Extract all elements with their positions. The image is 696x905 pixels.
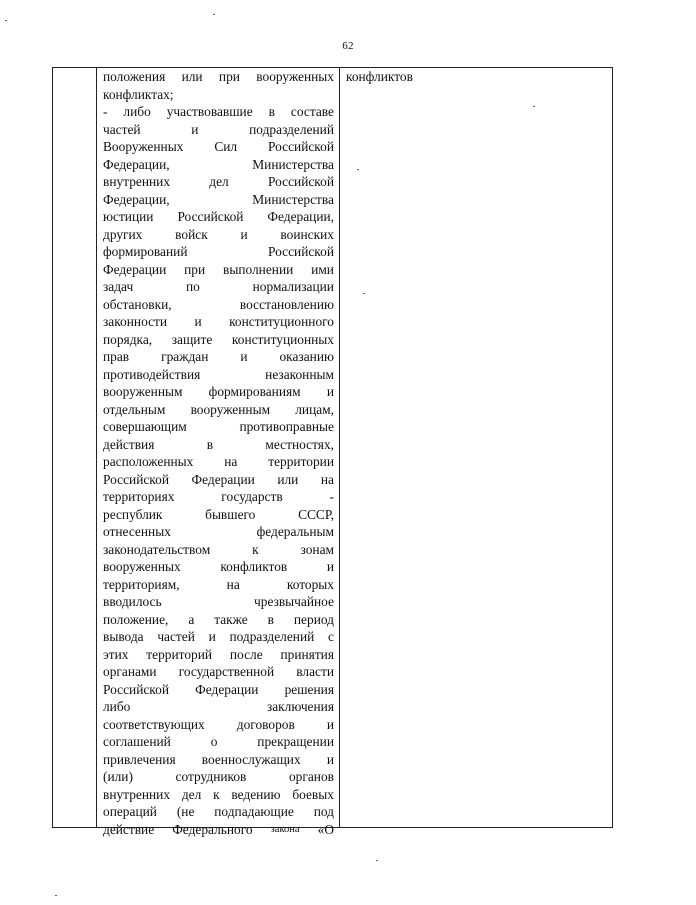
- description-word: вооруженных: [256, 69, 334, 84]
- description-word: восстановлению: [239, 296, 334, 312]
- description-line: [103, 558, 334, 576]
- description-word: вывода: [103, 629, 144, 644]
- description-line: [103, 436, 334, 454]
- description-line: [103, 156, 334, 174]
- description-word: и: [326, 751, 334, 767]
- description-word: нормализации: [252, 279, 334, 294]
- description-word: на: [226, 576, 240, 592]
- description-word: СССР,: [298, 506, 334, 522]
- description-line: [103, 786, 334, 804]
- description-word: дел: [181, 786, 202, 802]
- description-line: [103, 348, 334, 366]
- description-word: отнесенных: [103, 524, 171, 539]
- description-word: Российской: [177, 209, 244, 224]
- description-word: Федерации: [195, 681, 259, 697]
- description-line: [103, 173, 334, 191]
- scan-speck: [357, 169, 359, 170]
- description-line: [103, 821, 334, 839]
- description-word: подразделений: [229, 629, 315, 644]
- description-word: на: [320, 471, 334, 487]
- description-word: оказанию: [279, 349, 334, 364]
- description-line: [103, 86, 334, 104]
- description-word: внутренних: [103, 786, 171, 802]
- description-word: заключения: [266, 699, 334, 714]
- description-word: и: [326, 559, 334, 574]
- description-word: прекращении: [257, 734, 334, 749]
- scan-speck: [213, 14, 215, 15]
- description-word: или: [277, 471, 299, 487]
- description-line: [103, 611, 334, 629]
- description-line: [103, 768, 334, 786]
- description-line: [103, 296, 334, 314]
- description-word: территориях: [103, 489, 175, 504]
- description-word: соглашений: [103, 734, 171, 749]
- description-line: [103, 523, 334, 541]
- description-word: отдельным: [103, 401, 166, 417]
- page-number: 62: [342, 40, 354, 52]
- description-word: военнослужащих: [201, 751, 301, 767]
- description-line: [103, 471, 334, 489]
- description-word: противоправные: [239, 419, 334, 434]
- description-word: договоров: [236, 716, 295, 732]
- description-word: этих: [103, 646, 129, 662]
- description-word: Федерации,: [267, 209, 334, 224]
- description-word: федеральным: [256, 524, 334, 539]
- description-word: закона: [270, 823, 300, 835]
- row-number-cell: [53, 68, 97, 827]
- description-word: составе: [290, 104, 334, 119]
- scan-speck: [376, 860, 378, 861]
- description-line: [103, 121, 334, 139]
- description-word: по: [185, 279, 200, 294]
- description-word: -: [103, 104, 108, 119]
- description-word: также: [214, 611, 248, 627]
- description-word: в: [206, 436, 214, 452]
- description-line: [103, 453, 334, 471]
- description-line: [103, 681, 334, 699]
- description-word: действие: [103, 821, 155, 837]
- description-line: [103, 208, 334, 226]
- description-word: операций: [103, 804, 157, 819]
- description-word: Федерации,: [103, 156, 170, 172]
- description-line: [103, 698, 334, 716]
- description-line: [103, 751, 334, 769]
- description-word: с: [328, 629, 334, 644]
- description-word: органов: [288, 769, 334, 784]
- description-line: [103, 593, 334, 611]
- description-word: зонам: [300, 541, 334, 557]
- note-text: конфликтов: [346, 69, 413, 84]
- description-word: (или): [103, 769, 133, 784]
- description-line: [103, 628, 334, 646]
- description-word: при: [184, 261, 206, 277]
- description-word: -: [329, 489, 334, 504]
- description-word: действия: [103, 436, 155, 452]
- description-line: [103, 488, 334, 506]
- description-word: войск: [175, 226, 208, 242]
- description-word: воинских: [280, 226, 334, 242]
- description-word: дел: [209, 174, 229, 189]
- description-word: и: [240, 226, 248, 242]
- description-word: боевых: [292, 786, 334, 802]
- description-word: «О: [317, 821, 334, 837]
- description-line: [103, 138, 334, 156]
- description-line: [103, 103, 334, 121]
- description-word: либо: [123, 104, 151, 119]
- description-word: и: [326, 716, 334, 732]
- description-word: государственной: [178, 664, 275, 679]
- scan-speck: [533, 106, 535, 107]
- description-word: порядка,: [103, 331, 153, 347]
- description-word: решения: [284, 681, 334, 697]
- description-word: и: [208, 629, 216, 644]
- description-line: [103, 401, 334, 419]
- description-line: [103, 803, 334, 821]
- description-word: законодательством: [103, 541, 211, 557]
- description-word: положения: [103, 69, 166, 84]
- description-word: расположенных: [103, 454, 194, 469]
- description-line: [103, 663, 334, 681]
- description-word: Российской: [103, 681, 169, 697]
- description-word: на: [224, 454, 238, 469]
- description-word: территориям,: [103, 576, 180, 592]
- description-word: Министерства: [252, 156, 334, 172]
- description-word: (не: [176, 804, 195, 819]
- description-line: [103, 541, 334, 559]
- description-word: после: [229, 646, 263, 662]
- description-line: [103, 226, 334, 244]
- description-word: вооруженных: [103, 559, 181, 574]
- description-line: [103, 366, 334, 384]
- description-word: привлечения: [103, 751, 176, 767]
- description-word: Российской: [103, 471, 169, 487]
- description-word: ведению: [231, 786, 281, 802]
- description-word: Федерации,: [103, 191, 170, 207]
- description-word: законности: [103, 314, 168, 329]
- description-word: Федерального: [172, 821, 253, 837]
- description-word: и: [191, 121, 199, 137]
- description-word: принятия: [280, 646, 334, 662]
- description-line: [103, 261, 334, 279]
- description-word: к: [213, 786, 220, 802]
- description-word: прав: [103, 349, 130, 364]
- description-word: формирований: [103, 244, 188, 259]
- description-word: граждан: [161, 349, 209, 364]
- description-word: Министерства: [252, 191, 334, 207]
- description-line: [103, 191, 334, 209]
- description-line: [103, 576, 334, 594]
- description-word: местностях,: [265, 436, 334, 452]
- description-word: конституционных: [231, 331, 334, 347]
- description-line: [103, 646, 334, 664]
- description-word: органами: [103, 664, 157, 679]
- description-word: участвовавшие: [166, 104, 253, 119]
- description-word: подразделений: [249, 121, 334, 137]
- description-word: конфликтах;: [103, 86, 174, 102]
- description-word: соответствующих: [103, 716, 205, 732]
- description-word: ими: [311, 261, 334, 277]
- description-line: [103, 716, 334, 734]
- description-word: внутренних: [103, 174, 171, 189]
- description-word: власти: [296, 664, 334, 679]
- description-word: защите: [171, 331, 213, 347]
- description-word: Российской: [268, 174, 334, 189]
- description-word: территории: [268, 454, 334, 469]
- description-word: территорий: [146, 646, 213, 662]
- description-line: [103, 313, 334, 331]
- description-word: вводилось: [103, 594, 162, 609]
- scan-speck: [55, 895, 57, 896]
- description-word: других: [103, 226, 143, 242]
- description-word: конфликтов: [220, 559, 288, 574]
- description-line: [103, 278, 334, 296]
- description-word: частей: [157, 629, 195, 644]
- description-word: конституционного: [229, 314, 334, 329]
- description-word: совершающим: [103, 419, 187, 434]
- description-line: [103, 68, 334, 86]
- description-line: [103, 506, 334, 524]
- description-word: к: [252, 541, 259, 557]
- description-word: формированиям: [208, 384, 301, 399]
- description-word: бывшего: [205, 506, 256, 522]
- description-line: [103, 418, 334, 436]
- description-word: и: [194, 314, 202, 329]
- description-word: вооруженным: [190, 401, 271, 417]
- description-word: сотрудников: [175, 769, 247, 784]
- scan-speck: [5, 20, 7, 21]
- description-word: период: [293, 611, 334, 627]
- description-word: а: [188, 611, 195, 627]
- description-word: и: [326, 384, 334, 399]
- description-word: под: [313, 804, 334, 819]
- description-line: [103, 331, 334, 349]
- document-table: [52, 67, 613, 837]
- description-word: при: [218, 69, 240, 84]
- description-word: или: [181, 69, 203, 84]
- description-word: задач: [103, 279, 134, 294]
- description-word: Федерации: [191, 471, 255, 487]
- description-word: Российской: [268, 139, 334, 154]
- description-word: которых: [286, 576, 334, 592]
- description-word: в: [267, 611, 274, 627]
- description-word: чрезвычайное: [254, 594, 334, 609]
- description-word: незаконным: [265, 366, 334, 382]
- description-word: в: [268, 104, 275, 119]
- note-cell: [340, 68, 612, 827]
- description-word: выполнении: [223, 261, 294, 277]
- description-word: Вооруженных: [103, 139, 184, 154]
- description-cell: [97, 68, 340, 837]
- description-word: частей: [103, 121, 141, 137]
- description-word: лицам,: [295, 401, 334, 417]
- description-word: юстиции: [103, 209, 154, 224]
- description-word: государств: [221, 489, 283, 504]
- description-word: вооруженным: [103, 384, 183, 399]
- description-line: [103, 383, 334, 401]
- description-word: подпадающие: [214, 804, 294, 819]
- description-word: о: [210, 734, 218, 749]
- description-line: [103, 243, 334, 261]
- description-word: противодействия: [103, 366, 201, 382]
- description-word: либо: [103, 699, 131, 714]
- description-word: Сил: [214, 139, 238, 154]
- description-word: Федерации: [103, 261, 167, 277]
- scan-speck: [363, 293, 365, 294]
- description-word: республик: [103, 506, 163, 522]
- description-word: и: [240, 349, 248, 364]
- description-word: положение,: [103, 611, 169, 627]
- description-word: Российской: [268, 244, 334, 259]
- description-line: [103, 733, 334, 751]
- description-word: обстановки,: [103, 296, 172, 312]
